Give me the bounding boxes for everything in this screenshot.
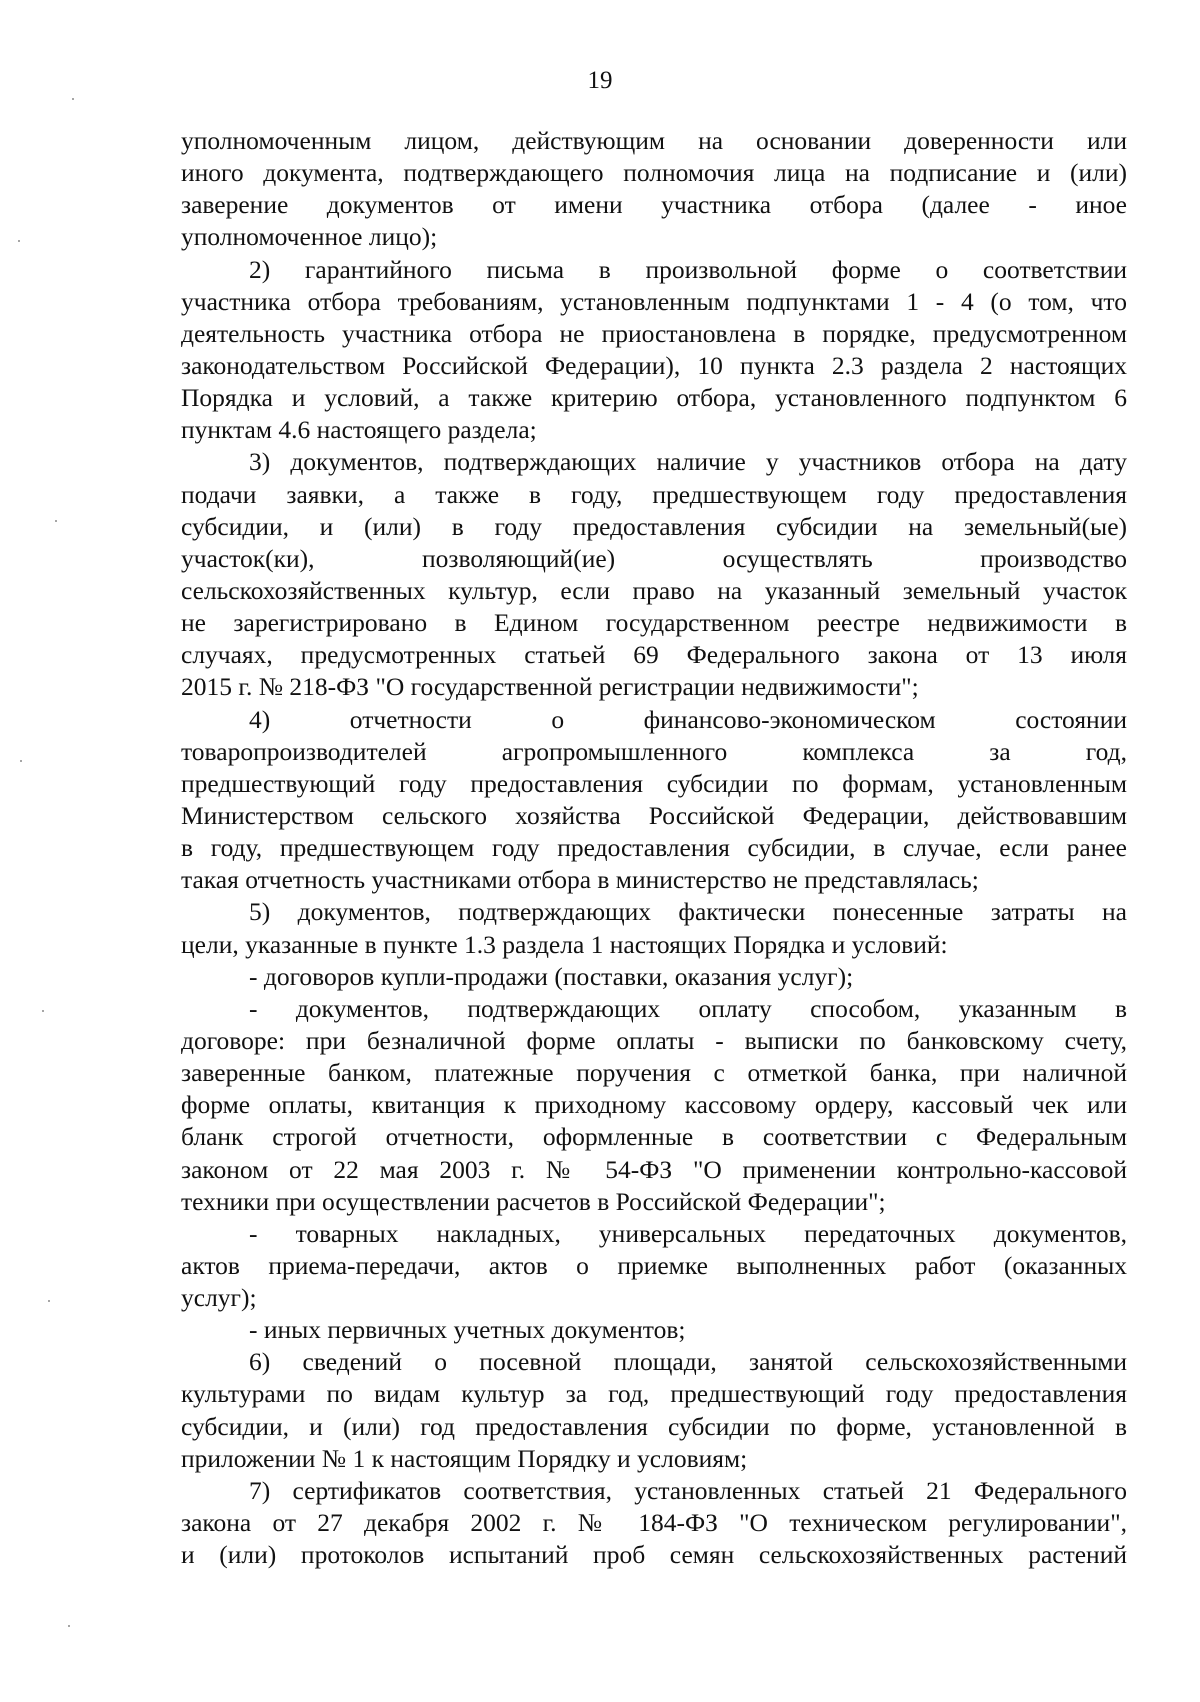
- text-line: уполномоченным лицом, действующим на основании доверенности или: [181, 126, 1127, 155]
- text-line: 5) документов, подтверждающих фактически понесенные затраты на: [249, 897, 1127, 927]
- scan-speck: [48, 1300, 50, 1302]
- text-line: Министерством сельского хозяйства Российской Федерации, действовавшим: [181, 800, 1127, 830]
- text-line: товаропроизводителей агропромышленного комплекса за год,: [181, 736, 1127, 766]
- text-line: в году, предшествующем году предоставления субсидии, в случае, если ранее: [181, 833, 1127, 863]
- text-line: 3) документов, подтверждающих наличие у участников отбора на дату: [249, 447, 1127, 477]
- scan-speck: [72, 98, 74, 100]
- text-line: иного документа, подтверждающего полномочия лица на подписание и (или): [181, 158, 1127, 188]
- text-line: сельскохозяйственных культур, если право на указанный земельный участок: [181, 575, 1127, 605]
- text-line: актов приема-передачи, актов о приемке выполненных работ (оказанных: [181, 1250, 1127, 1280]
- text-line: участника отбора требованиям, установленным подпунктами 1 - 4 (о том, что: [181, 286, 1127, 316]
- text-line: 2015 г. № 218-ФЗ "О государственной регистрации недвижимости";: [181, 672, 919, 702]
- text-line: 2) гарантийного письма в произвольной форме о соответствии: [249, 254, 1127, 284]
- text-line: - товарных накладных, универсальных передаточных документов,: [249, 1218, 1127, 1248]
- text-line: субсидии, и (или) в году предоставления субсидии на земельный(ые): [181, 511, 1127, 541]
- text-line: приложении № 1 к настоящим Порядку и условиям;: [181, 1443, 748, 1473]
- text-line: законодательством Российской Федерации), 10 пункта 2.3 раздела 2 настоящих: [181, 350, 1127, 380]
- scan-speck: [20, 760, 22, 762]
- text-line: заверение документов от имени участника отбора (далее - иное: [181, 190, 1127, 220]
- text-line: субсидии, и (или) год предоставления субсидии по форме, установленной в: [181, 1411, 1127, 1441]
- text-line: - договоров купли-продажи (поставки, оказания услуг);: [249, 961, 854, 991]
- text-line: 6) сведений о посевной площади, занятой сельскохозяйственными: [249, 1347, 1127, 1377]
- text-line: уполномоченное лицо);: [181, 222, 438, 252]
- text-line: Порядка и условий, а также критерию отбора, установленного подпунктом 6: [181, 383, 1127, 413]
- text-line: подачи заявки, а также в году, предшествующем году предоставления: [181, 479, 1127, 509]
- scan-speck: [68, 1625, 70, 1627]
- text-line: предшествующий году предоставления субсидии по формам, установленным: [181, 768, 1127, 798]
- text-line: участок(ки), позволяющий(ие) осуществлять производство: [181, 543, 1127, 573]
- text-line: законом от 22 мая 2003 г. № 54-ФЗ "О применении контрольно-кассовой: [181, 1154, 1127, 1184]
- text-line: договоре: при безналичной форме оплаты - выписки по банковскому счету,: [181, 1025, 1127, 1055]
- text-line: 7) сертификатов соответствия, установленных статьей 21 Федерального: [249, 1475, 1127, 1505]
- text-line: заверенные банком, платежные поручения с отметкой банка, при наличной: [181, 1058, 1127, 1088]
- text-line: и (или) протоколов испытаний проб семян сельскохозяйственных растений: [181, 1540, 1127, 1570]
- text-line: - иных первичных учетных документов;: [249, 1315, 686, 1345]
- text-line: 4) отчетности о финансово-экономическом состоянии: [249, 704, 1127, 734]
- page-number: 19: [587, 67, 613, 94]
- text-line: бланк строгой отчетности, оформленные в соответствии с Федеральным: [181, 1122, 1127, 1152]
- scan-speck: [42, 1010, 44, 1012]
- text-line: не зарегистрировано в Едином государственном реестре недвижимости в: [181, 608, 1127, 638]
- text-line: такая отчетность участниками отбора в министерство не представлялась;: [181, 865, 979, 895]
- text-line: цели, указанные в пункте 1.3 раздела 1 настоящих Порядка и условий:: [181, 929, 948, 959]
- text-line: деятельность участника отбора не приостановлена в порядке, предусмотренном: [181, 318, 1127, 348]
- text-line: форме оплаты, квитанция к приходному кассовому ордеру, кассовый чек или: [181, 1090, 1127, 1120]
- text-line: закона от 27 декабря 2002 г. № 184-ФЗ "О техническом регулировании",: [181, 1508, 1127, 1538]
- document-body: [181, 125, 1127, 1571]
- text-line: техники при осуществлении расчетов в Российской Федерации";: [181, 1186, 886, 1216]
- text-line: услуг);: [181, 1283, 257, 1313]
- scan-speck: [18, 240, 20, 242]
- text-line: случаях, предусмотренных статьей 69 Федерального закона от 13 июля: [181, 640, 1127, 670]
- text-line: культурами по видам культур за год, предшествующий году предоставления: [181, 1379, 1127, 1409]
- text-line: - документов, подтверждающих оплату способом, указанным в: [249, 993, 1127, 1023]
- text-line: пунктам 4.6 настоящего раздела;: [181, 415, 537, 445]
- scan-speck: [55, 520, 57, 522]
